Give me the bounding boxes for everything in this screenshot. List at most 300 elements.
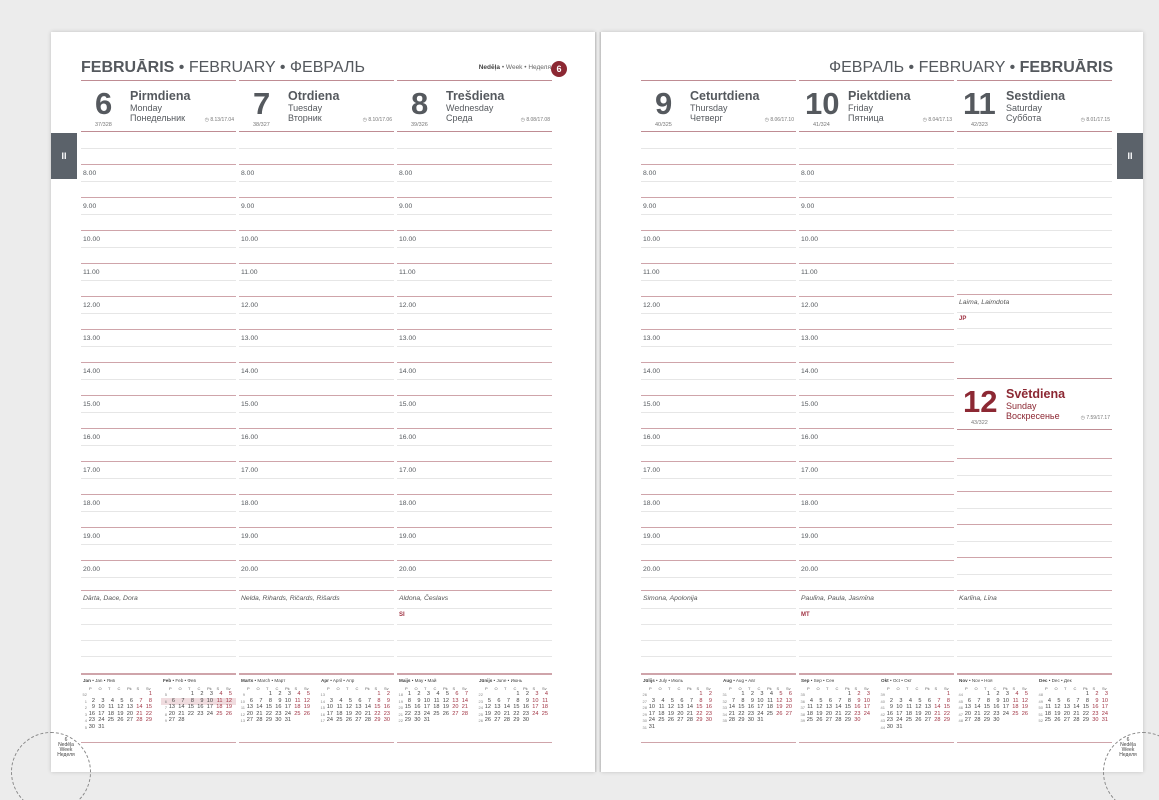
note-line <box>81 656 236 657</box>
mini-day: 11 <box>658 704 665 710</box>
day-name-lv: Piektdiena <box>848 89 911 103</box>
hour-line <box>239 230 394 231</box>
hour-line <box>81 230 236 231</box>
weekday-header: Pk <box>523 686 528 691</box>
mini-day: 10 <box>757 697 764 704</box>
mini-day: 10 <box>326 704 333 710</box>
mini-calendar[interactable] <box>879 678 954 740</box>
mini-day: 26 <box>816 717 823 723</box>
weekday-header: C <box>677 686 681 691</box>
name-days[interactable]: Paulīna, Paula, Jasmīna <box>801 595 874 602</box>
mini-day: 7 <box>367 697 371 704</box>
hour-label: 15.00 <box>399 401 417 408</box>
half-hour-line <box>397 544 552 545</box>
hour-label: 15.00 <box>801 401 819 408</box>
hour-label: 13.00 <box>801 335 819 342</box>
half-hour-line <box>799 511 954 512</box>
mini-day: 14 <box>461 697 468 704</box>
mini-day: 21 <box>136 710 143 717</box>
line-top <box>81 148 236 149</box>
mini-day: 14 <box>364 704 371 710</box>
mini-day: 20 <box>126 710 133 717</box>
sun-time-text: 8.08/17.08 <box>526 117 550 123</box>
hour-label: 8.00 <box>83 170 97 177</box>
half-hour-line <box>397 577 552 578</box>
mini-day: 26 <box>667 717 674 723</box>
name-days-saturday[interactable]: Laima, Laimdota <box>959 299 1010 306</box>
mini-day: 13 <box>168 704 175 710</box>
name-days[interactable]: Dārta, Dace, Dora <box>83 595 138 602</box>
mini-day: 13 <box>964 704 971 710</box>
hour-line <box>397 527 552 528</box>
mini-day: 29 <box>265 717 272 723</box>
half-hour-line <box>397 379 552 380</box>
mini-day: 27 <box>677 717 684 723</box>
mini-calendar[interactable] <box>161 678 236 740</box>
line-top <box>397 148 552 149</box>
weekday-header: P <box>887 686 890 691</box>
week-number: 39 <box>800 718 805 723</box>
weekday-header: C <box>433 686 437 691</box>
week-number: 27 <box>642 698 647 704</box>
weekday-header: Pk <box>845 686 850 691</box>
mini-calendar[interactable] <box>319 678 394 740</box>
hour-line <box>641 527 796 528</box>
mini-day: 5 <box>120 697 124 704</box>
hour-label: 18.00 <box>801 500 819 507</box>
day-name-lv: Trešdiena <box>446 89 505 103</box>
day-name-en: Saturday <box>1006 103 1043 113</box>
month-tab-left[interactable]: II <box>51 133 77 179</box>
mini-day: 30 <box>705 717 712 723</box>
weekday-header: Sv <box>462 686 467 691</box>
sun-times <box>923 117 952 123</box>
sun-line <box>957 475 1112 476</box>
mini-calendar-title <box>881 678 912 683</box>
name-days[interactable]: Simona, Apolonija <box>643 595 698 602</box>
day-name-lv: Sestdiena <box>1006 89 1066 103</box>
mini-day: 8 <box>847 697 851 704</box>
mini-day: 3 <box>1005 691 1009 697</box>
week-number: 50 <box>1038 705 1043 710</box>
mini-day: 21 <box>178 710 185 717</box>
hour-line <box>239 329 394 330</box>
hour-label: 12.00 <box>83 302 101 309</box>
hour-line <box>81 296 236 297</box>
mini-day: 29 <box>1082 717 1089 723</box>
mini-day: 12 <box>1021 697 1028 704</box>
note-line <box>397 608 552 609</box>
half-hour-line <box>641 280 796 281</box>
mini-day: 17 <box>648 710 655 717</box>
mini-day: 9 <box>91 704 95 710</box>
mini-day: 16 <box>522 704 529 710</box>
note-line <box>799 608 954 609</box>
half-hour-line <box>239 346 394 347</box>
mini-day: 15 <box>265 704 272 710</box>
mini-day: 30 <box>747 717 754 723</box>
half-hour-line <box>799 214 954 215</box>
day-count: 37/328 <box>95 122 112 128</box>
mini-day: 2 <box>386 691 390 697</box>
half-hour-line <box>397 280 552 281</box>
mini-day: 20 <box>494 710 501 717</box>
mini-day: 25 <box>766 710 773 717</box>
weekday-header: P <box>247 686 250 691</box>
week-number: 4 <box>84 718 87 723</box>
mini-day: 7 <box>259 697 263 704</box>
hour-line <box>239 296 394 297</box>
mini-day: 4 <box>297 691 301 697</box>
weekday-header: T <box>984 686 987 691</box>
mini-day: 2 <box>889 697 893 704</box>
half-hour-line <box>81 280 236 281</box>
half-hour-line <box>641 247 796 248</box>
sat-line <box>957 181 1112 182</box>
mini-calendar[interactable] <box>1037 678 1112 740</box>
weekday-header: Sv <box>146 686 151 691</box>
mini-day: 28 <box>503 717 510 723</box>
mini-day: 9 <box>525 697 529 704</box>
mini-day: 27 <box>452 710 459 717</box>
weekday-header: T <box>668 686 671 691</box>
week-number: 47 <box>958 711 963 717</box>
note-line <box>799 624 954 625</box>
mini-day: 19 <box>117 710 124 717</box>
mini-day: 13 <box>924 704 931 710</box>
mini-day: 23 <box>197 710 204 717</box>
mini-day: 10 <box>532 697 539 704</box>
weekday-header: P <box>405 686 408 691</box>
mini-calendar[interactable] <box>721 678 796 740</box>
mini-day: 25 <box>806 717 813 723</box>
weekday-header: S <box>294 686 298 691</box>
mini-day: 29 <box>844 717 851 723</box>
day-header <box>957 80 1112 132</box>
hour-line <box>239 164 394 165</box>
mini-day: 13 <box>785 697 792 704</box>
weekday-header: S <box>934 686 938 691</box>
mini-day: 18 <box>541 704 548 710</box>
mini-day: 31 <box>757 717 764 723</box>
weekday-header: O <box>738 686 742 691</box>
name-days[interactable]: Nelda, Rihards, Ričards, Rišards <box>241 595 340 602</box>
mini-day: 7 <box>838 697 842 704</box>
mini-day: 7 <box>937 697 941 704</box>
note-line <box>641 640 796 641</box>
hour-line <box>239 461 394 462</box>
mini-day: 3 <box>101 697 105 704</box>
week-number: 5 <box>84 724 87 730</box>
mini-calendar-title <box>959 678 993 683</box>
mini-day: 27 <box>168 717 175 723</box>
hour-label: 10.00 <box>643 236 661 243</box>
mini-day: 11 <box>1012 697 1019 704</box>
mini-calendar[interactable] <box>641 678 716 740</box>
weekday-header: Pk <box>127 686 132 691</box>
mini-day: 18 <box>1012 704 1019 710</box>
mini-day: 7 <box>464 691 468 697</box>
mini-day: 13 <box>126 704 133 710</box>
mini-day: 23 <box>1092 710 1099 717</box>
week-number: 17 <box>320 718 325 723</box>
week-number: 43 <box>880 718 885 723</box>
mini-day: 1 <box>699 691 703 697</box>
mini-day: 28 <box>835 717 842 723</box>
half-hour-line <box>799 181 954 182</box>
hour-label: 14.00 <box>801 368 819 375</box>
mini-month-rest: • Nov • Ноя <box>967 678 993 683</box>
half-hour-line <box>81 247 236 248</box>
mini-day: 3 <box>426 691 430 697</box>
mini-month-lv: Dec <box>1039 678 1048 683</box>
sat-line <box>957 197 1112 198</box>
weekday-header: T <box>504 686 507 691</box>
page-title-right: ФЕВРАЛЬ • FEBRUARY • FEBRUĀRIS <box>828 59 1113 76</box>
mini-day: 20 <box>168 710 175 717</box>
mini-day: 29 <box>943 717 950 723</box>
mini-day: 21 <box>835 710 842 717</box>
line-top <box>957 148 1112 149</box>
mini-calendar[interactable] <box>799 678 874 740</box>
week-number: 52 <box>1038 718 1043 723</box>
mini-day: 21 <box>503 710 510 717</box>
mini-day: 27 <box>825 717 832 723</box>
mini-day: 4 <box>908 697 912 704</box>
week-number: 45 <box>958 698 963 704</box>
mini-day: 26 <box>1021 710 1028 717</box>
weekday-header: O <box>494 686 498 691</box>
mini-day: 14 <box>934 704 941 710</box>
minical-strip <box>799 673 954 743</box>
hour-label: 9.00 <box>83 203 97 210</box>
minical-strip <box>957 673 1112 743</box>
mini-day: 15 <box>513 704 520 710</box>
day-header <box>397 80 552 132</box>
mini-day: 9 <box>857 697 861 704</box>
month-tab-right[interactable]: II <box>1117 133 1143 179</box>
mini-day: 5 <box>670 697 674 704</box>
mini-day: 28 <box>728 717 735 723</box>
mini-month-rest: • Feb • Фев <box>171 678 196 683</box>
note-line <box>397 640 552 641</box>
week-number: 18 <box>398 692 403 697</box>
mini-day: 16 <box>88 710 95 717</box>
notes-line <box>397 590 552 591</box>
mini-day: 5 <box>487 697 491 704</box>
half-hour-line <box>641 214 796 215</box>
hour-label: 10.00 <box>241 236 259 243</box>
mini-month-lv: Feb <box>163 678 172 683</box>
name-days[interactable]: Aldona, Česlavs <box>399 595 449 602</box>
mini-day: 6 <box>455 691 459 697</box>
mini-day: 16 <box>747 704 754 710</box>
mini-day: 12 <box>117 704 124 710</box>
note-line <box>957 344 1112 345</box>
hour-line <box>799 428 954 429</box>
hour-label: 11.00 <box>399 269 416 276</box>
day-name-en: Wednesday <box>446 103 494 113</box>
hour-line <box>239 197 394 198</box>
mini-day: 12 <box>225 697 232 704</box>
hour-label: 10.00 <box>399 236 417 243</box>
mini-day: 27 <box>1063 717 1070 723</box>
mini-day: 20 <box>1063 710 1070 717</box>
half-hour-line <box>239 445 394 446</box>
hour-line <box>81 164 236 165</box>
note-line <box>397 624 552 625</box>
note-line <box>957 312 1112 313</box>
hour-line <box>239 527 394 528</box>
week-number-badge: 6 <box>551 61 567 77</box>
mini-day: 6 <box>171 697 175 704</box>
mini-calendar[interactable] <box>957 678 1032 740</box>
holiday-abbr: SI <box>399 612 405 618</box>
weekday-header: S <box>136 686 140 691</box>
hour-label: 17.00 <box>83 467 101 474</box>
hour-label: 9.00 <box>801 203 815 210</box>
hour-line <box>799 362 954 363</box>
half-hour-line <box>81 379 236 380</box>
mini-day: 15 <box>187 704 194 710</box>
hour-label: 11.00 <box>643 269 660 276</box>
mini-day: 21 <box>364 710 371 717</box>
mini-day: 3 <box>866 691 870 697</box>
mini-day: 8 <box>268 697 272 704</box>
mini-day: 22 <box>374 710 381 717</box>
mini-calendar[interactable] <box>239 678 314 740</box>
hour-line <box>397 362 552 363</box>
day-count: 41/324 <box>813 122 830 128</box>
week-number: 37 <box>800 705 805 710</box>
hour-label: 20.00 <box>801 566 819 573</box>
sun-times <box>765 117 794 123</box>
mini-day: 25 <box>107 717 114 723</box>
mini-day: 12 <box>776 697 783 704</box>
weekend-column <box>957 80 1112 744</box>
hour-line <box>397 230 552 231</box>
mini-day: 20 <box>355 710 362 717</box>
mini-day: 19 <box>484 710 491 717</box>
mini-day: 8 <box>516 697 520 704</box>
mini-day: 7 <box>506 697 510 704</box>
mini-day: 21 <box>1073 710 1080 717</box>
note-line <box>957 328 1112 329</box>
mini-day: 30 <box>522 717 529 723</box>
weekday-header: C <box>757 686 761 691</box>
day-count: 38/327 <box>253 122 270 128</box>
mini-day: 21 <box>974 710 981 717</box>
note-line <box>397 656 552 657</box>
mini-day: 1 <box>986 691 990 697</box>
half-hour-line <box>239 181 394 182</box>
name-days[interactable]: Karlīna, Līna <box>959 595 997 602</box>
mini-day: 19 <box>1021 704 1028 710</box>
mini-day: 16 <box>414 704 421 710</box>
mini-day: 16 <box>383 704 390 710</box>
day-header <box>239 80 394 132</box>
weekday-header: P <box>729 686 732 691</box>
mini-day: 16 <box>705 704 712 710</box>
sun-line <box>957 574 1112 575</box>
weekday-header: C <box>993 686 997 691</box>
half-hour-line <box>81 445 236 446</box>
week-number: 44 <box>880 724 885 730</box>
mini-day: 13 <box>494 704 501 710</box>
mini-day: 18 <box>806 710 813 717</box>
mini-day: 9 <box>278 697 282 704</box>
weekday-header: C <box>355 686 359 691</box>
week-number: 9 <box>164 718 167 723</box>
week-number: 38 <box>800 711 805 717</box>
weekday-header: S <box>1012 686 1016 691</box>
mini-day: 1 <box>1085 691 1089 697</box>
hour-line <box>81 494 236 495</box>
mini-day: 26 <box>442 710 449 717</box>
clock-icon: ◷ <box>1080 415 1087 421</box>
weekday-header: T <box>346 686 349 691</box>
mini-day: 15 <box>404 704 411 710</box>
half-hour-line <box>641 577 796 578</box>
sun-line <box>957 557 1112 558</box>
hour-label: 10.00 <box>801 236 819 243</box>
mini-day: 22 <box>404 710 411 717</box>
mini-day: 18 <box>107 710 114 717</box>
hour-label: 15.00 <box>83 401 101 408</box>
minical-strip <box>641 673 796 743</box>
mini-month-rest: • Oct • Окт <box>888 678 912 683</box>
mini-day: 9 <box>708 697 712 704</box>
week-number: 42 <box>880 711 885 717</box>
day-column <box>799 80 954 744</box>
day-column <box>81 80 236 744</box>
mini-day: 31 <box>284 717 291 723</box>
mini-day: 13 <box>677 704 684 710</box>
sun-time-text: 8.10/17.06 <box>368 117 392 123</box>
weekday-header: O <box>896 686 900 691</box>
mini-day: 17 <box>206 704 213 710</box>
mini-day: 6 <box>828 697 832 704</box>
mini-day: 19 <box>816 710 823 717</box>
note-line <box>641 608 796 609</box>
sat-line <box>957 263 1112 264</box>
mini-day: 10 <box>206 697 213 704</box>
hour-line <box>799 494 954 495</box>
weekday-header: C <box>275 686 279 691</box>
mini-day: 6 <box>680 697 684 704</box>
mini-calendar[interactable] <box>81 678 156 740</box>
mini-day: 20 <box>825 710 832 717</box>
mini-day: 26 <box>345 717 352 723</box>
weekday-header: Pk <box>207 686 212 691</box>
mini-day: 14 <box>1073 704 1080 710</box>
week-number: 22 <box>478 692 483 697</box>
hour-line <box>397 395 552 396</box>
mini-calendar[interactable] <box>477 678 552 740</box>
sun-time-text: 8.13/17.04 <box>210 117 234 123</box>
mini-month-lv: Nov <box>959 678 968 683</box>
day-number: 11 <box>963 86 996 121</box>
sat-line <box>957 230 1112 231</box>
mini-day: 23 <box>854 710 861 717</box>
mini-calendar[interactable] <box>397 678 472 740</box>
mini-day: 1 <box>268 691 272 697</box>
clock-icon: ◷ <box>1080 117 1087 123</box>
mini-day: 30 <box>886 723 893 730</box>
hour-line <box>641 395 796 396</box>
note-line <box>957 608 1112 609</box>
mini-day: 6 <box>358 697 362 704</box>
